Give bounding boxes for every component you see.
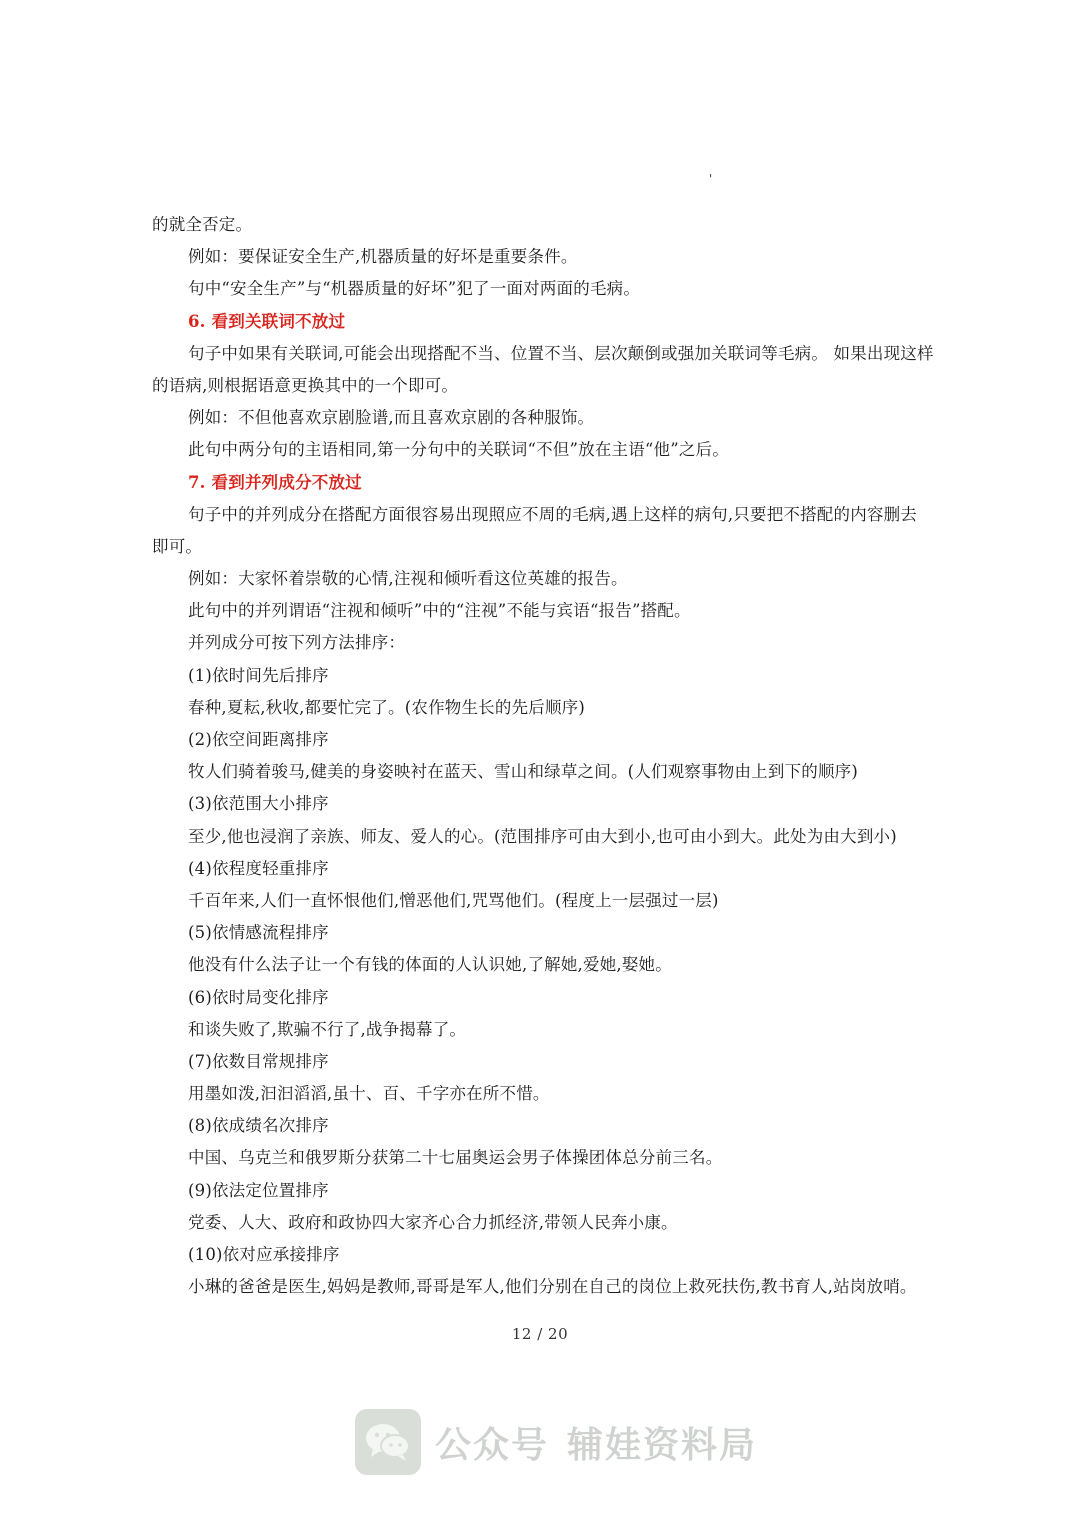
text-line: 此句中的并列谓语“注视和倾听”中的“注视”不能与宾语“报告”搭配。 bbox=[188, 601, 691, 621]
text-line: 句子中的并列成分在搭配方面很容易出现照应不周的毛病,遇上这样的病句,只要把不搭配的内容删去 bbox=[188, 504, 917, 524]
text-line: (2)依空间距离排序 bbox=[188, 730, 329, 749]
text-line: 的语病,则根据语意更换其中的一个即可。 bbox=[152, 375, 459, 395]
text-line: 即可。 bbox=[152, 536, 203, 556]
text-line: 用墨如泼,汩汩滔滔,虽十、百、千字亦在所不惜。 bbox=[188, 1084, 550, 1104]
watermark bbox=[355, 1407, 757, 1477]
text-line: (10)依对应承接排序 bbox=[188, 1245, 340, 1264]
text-line: 的就全否定。 bbox=[152, 215, 253, 234]
text-line: 例如：要保证安全生产,机器质量的好坏是重要条件。 bbox=[188, 247, 578, 267]
text-line: 牧人们骑着骏马,健美的身姿映衬在蓝天、雪山和绿草之间。(人们观察事物由上到下的顺序) bbox=[188, 762, 859, 782]
text-line: 至少,他也浸润了亲族、师友、爱人的心。(范围排序可由大到小,也可由小到大。此处为由大到小) bbox=[188, 826, 897, 846]
text-line: 句中“安全生产”与“机器质量的好坏”犯了一面对两面的毛病。 bbox=[188, 279, 641, 299]
page-number: 12 / 20 bbox=[511, 1325, 569, 1343]
text-line: (5)依情感流程排序 bbox=[188, 923, 329, 943]
watermark-name: 辅娃资料局 bbox=[567, 1424, 758, 1466]
text-line: (8)依成绩名次排序 bbox=[188, 1116, 329, 1136]
text-line: 此句中两分句的主语相同,第一分句中的关联词“不但”放在主语“他”之后。 bbox=[188, 440, 729, 460]
text-line: (9)依法定位置排序 bbox=[188, 1180, 329, 1200]
text-line: 并列成分可按下列方法排序： bbox=[188, 633, 406, 653]
text-line: 他没有什么法子让一个有钱的体面的人认识她,了解她,爱她,娶她。 bbox=[188, 955, 672, 975]
text-line: (1)依时间先后排序 bbox=[188, 665, 329, 685]
text-line: 句子中如果有关联词,可能会出现搭配不当、位置不当、层次颠倒或强加关联词等毛病。 如果出现这样 bbox=[188, 343, 934, 363]
section-heading: 6. 看到关联词不放过 bbox=[188, 311, 346, 331]
wechat-icon bbox=[355, 1409, 421, 1475]
section-heading: 7. 看到并列成分不放过 bbox=[188, 472, 362, 492]
text-line: (7)依数目常规排序 bbox=[188, 1051, 329, 1071]
text-line: (6)依时局变化排序 bbox=[188, 987, 329, 1007]
text-line: 中国、乌克兰和俄罗斯分获第二十七届奥运会男子体操团体总分前三名。 bbox=[188, 1148, 723, 1168]
text-line: 千百年来,人们一直怀恨他们,憎恶他们,咒骂他们。(程度上一层强过一层) bbox=[188, 890, 719, 910]
text-line: 例如：大家怀着崇敬的心情,注视和倾听看这位英雄的报告。 bbox=[188, 569, 628, 589]
text-line: (4)依程度轻重排序 bbox=[188, 858, 329, 878]
text-line: 小琳的爸爸是医生,妈妈是教师,哥哥是军人,他们分别在自己的岗位上救死扶伤,教书育人,站岗放哨。 bbox=[188, 1277, 917, 1297]
watermark-label: 公众号 bbox=[435, 1424, 550, 1466]
text-line: 春种,夏耘,秋收,都要忙完了。(农作物生长的先后顺序) bbox=[188, 697, 586, 717]
text-line: 和谈失败了,欺骗不行了,战争揭幕了。 bbox=[188, 1019, 467, 1039]
text-line: 党委、人大、政府和政协四大家齐心合力抓经济,带领人民奔小康。 bbox=[188, 1212, 678, 1232]
text-line: (3)依范围大小排序 bbox=[188, 794, 329, 814]
document-body bbox=[152, 209, 942, 1303]
stray-mark: ' bbox=[709, 172, 713, 186]
text-line: 例如：不但他喜欢京剧脸谱,而且喜欢京剧的各种服饰。 bbox=[188, 408, 595, 428]
